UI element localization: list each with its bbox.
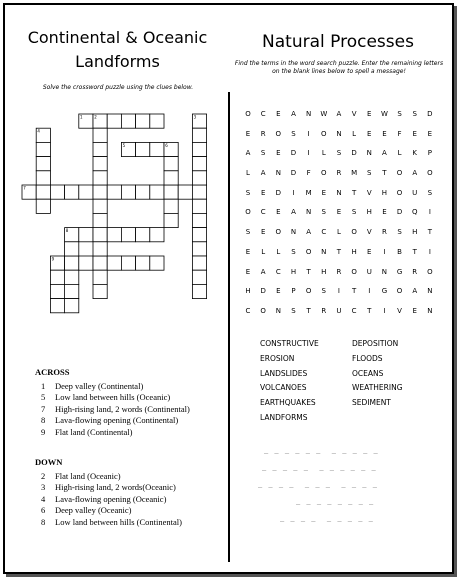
wordsearch-letter: E xyxy=(367,129,372,138)
crossword-cell[interactable] xyxy=(136,228,150,242)
word-list-item: EARTHQUAKES xyxy=(260,398,316,408)
wordsearch-letter: P xyxy=(427,149,432,158)
word-list-item: DEPOSITION xyxy=(352,339,399,348)
crossword-cell[interactable] xyxy=(107,185,121,199)
wordsearch-letter: U xyxy=(366,267,372,276)
blank-line: _ _ _ _ _ _ _ _ _ _ _ xyxy=(262,463,377,471)
wordsearch-letter: C xyxy=(260,208,266,217)
wordsearch-row xyxy=(241,130,437,150)
wordsearch-letter: A xyxy=(412,287,418,296)
crossword-cell[interactable] xyxy=(93,142,107,156)
word-list-item: VOLCANOES xyxy=(260,383,307,393)
crossword-cell[interactable] xyxy=(192,256,206,270)
down-clue: 3 High-rising land, 2 words(Oceanic) xyxy=(41,482,176,492)
wordsearch-letter: E xyxy=(382,129,387,138)
wordsearch-letter: T xyxy=(382,169,387,178)
wordsearch-letter: E xyxy=(336,208,342,217)
crossword-cell[interactable] xyxy=(65,256,79,270)
wordsearch-letter: V xyxy=(397,306,402,315)
wordsearch-row xyxy=(241,110,437,130)
word-list-item: FLOODS xyxy=(352,353,383,363)
crossword-cell[interactable] xyxy=(136,256,150,270)
wordsearch-letter: C xyxy=(260,110,266,118)
crossword-cell[interactable] xyxy=(192,213,206,227)
wordsearch-letter: L xyxy=(336,228,341,237)
wordsearch-letter: L xyxy=(246,169,250,178)
crossword-cell[interactable] xyxy=(192,228,206,242)
wordsearch-letter: S xyxy=(427,188,433,197)
wordsearch-letter: N xyxy=(290,228,297,237)
crossword-cell[interactable] xyxy=(121,228,135,242)
crossword-cell[interactable] xyxy=(164,171,178,185)
wordsearch-letter: R xyxy=(381,228,387,237)
wordsearch-letter: A xyxy=(260,267,266,276)
wordsearch-grid xyxy=(241,110,437,327)
crossword-cell[interactable] xyxy=(136,142,150,156)
wordsearch-letter: T xyxy=(306,267,311,276)
wordsearch-letter: N xyxy=(275,306,281,315)
wordsearch-letter: S xyxy=(397,110,402,118)
crossword-cell[interactable] xyxy=(79,256,93,270)
wordsearch-letter: W xyxy=(320,110,328,118)
wordsearch-letter: Q xyxy=(411,208,418,217)
wordsearch-letter: N xyxy=(427,306,433,315)
wordsearch-row xyxy=(241,268,437,288)
wordsearch-letter: N xyxy=(306,208,312,217)
blank-line: _ _ _ _ _ _ _ _ xyxy=(296,497,375,505)
wordsearch-letter: N xyxy=(336,129,342,138)
wordsearch-letter: A xyxy=(291,110,296,118)
wordsearch-letter: O xyxy=(351,267,357,276)
wordsearch-letter: I xyxy=(307,149,310,158)
crossword-cell[interactable] xyxy=(192,270,206,284)
wordsearch-letter: O xyxy=(351,228,357,237)
word-list-column-1 xyxy=(260,339,319,428)
wordsearch-letter: D xyxy=(427,110,433,118)
wordsearch-letter: R xyxy=(412,267,418,276)
down-heading: DOWN xyxy=(35,457,63,467)
crossword-cell[interactable] xyxy=(192,185,206,199)
wordsearch-letter: O xyxy=(396,169,403,178)
crossword-cell[interactable] xyxy=(150,256,164,270)
crossword-clue-number: 5 xyxy=(122,142,126,148)
wordsearch-letter: E xyxy=(427,129,433,138)
crossword-cell[interactable] xyxy=(50,185,64,199)
wordsearch-letter: L xyxy=(321,149,326,158)
crossword-cell[interactable] xyxy=(192,284,206,298)
wordsearch-letter: I xyxy=(307,129,310,138)
wordsearch-row xyxy=(241,248,437,268)
word-list-item: CONSTRUCTIVE xyxy=(260,339,319,348)
wordsearch-letter: E xyxy=(412,306,417,315)
wordsearch-letter: N xyxy=(275,169,281,178)
wordsearch-letter: I xyxy=(337,287,340,296)
crossword-clue-number: 3 xyxy=(193,114,197,120)
wordsearch-letter: N xyxy=(427,287,433,296)
wordsearch-letter: U xyxy=(412,188,418,197)
crossword-cell[interactable] xyxy=(93,228,107,242)
wordsearch-letter: T xyxy=(367,306,372,315)
wordsearch-letter: E xyxy=(276,208,281,217)
wordsearch-letter: U xyxy=(336,306,342,315)
wordsearch-letter: O xyxy=(396,188,403,197)
wordsearch-letter: I xyxy=(383,247,386,256)
wordsearch-letter: L xyxy=(276,247,281,256)
crossword-cell[interactable] xyxy=(65,185,79,199)
crossword-cell[interactable] xyxy=(192,142,206,156)
wordsearch-letter: L xyxy=(261,247,266,256)
wordsearch-letter: D xyxy=(351,149,357,158)
wordsearch-letter: M xyxy=(351,169,358,178)
crossword-cell[interactable] xyxy=(192,242,206,256)
across-clue: 7 High-rising land, 2 words (Continental) xyxy=(41,403,190,414)
wordsearch-letter: S xyxy=(291,306,296,315)
down-clues xyxy=(35,457,182,528)
wordsearch-letter: H xyxy=(321,267,327,276)
wordsearch-letter: D xyxy=(260,287,266,296)
crossword-cell[interactable] xyxy=(164,199,178,213)
wordsearch-letter: D xyxy=(290,169,297,178)
wordsearch-letter: S xyxy=(367,169,372,178)
wordsearch-letter: E xyxy=(382,208,387,217)
wordsearch-letter: A xyxy=(336,110,342,118)
crossword-cell[interactable] xyxy=(164,213,178,227)
word-list-column-2 xyxy=(352,339,403,413)
word-list-item: EROSION xyxy=(260,353,295,363)
wordsearch-letter: I xyxy=(368,287,371,296)
wordsearch-letter: W xyxy=(380,110,388,118)
crossword-title-line1: Continental & Oceanic xyxy=(27,28,208,47)
across-clue: 1 Deep valley (Continental) xyxy=(41,380,144,391)
down-clue: 8 Low land between hills (Continental) xyxy=(41,516,182,527)
wordsearch-letter: O xyxy=(427,267,433,276)
wordsearch-letter: H xyxy=(412,228,418,237)
crossword-cell[interactable] xyxy=(192,157,206,171)
wordsearch-letter: H xyxy=(290,267,297,276)
wordsearch-letter: E xyxy=(276,287,281,296)
wordsearch-row xyxy=(241,208,437,228)
wordsearch-letter: I xyxy=(428,247,431,256)
word-list-item: LANDSLIDES xyxy=(260,368,308,378)
wordsearch-letter: S xyxy=(291,129,296,138)
wordsearch-letter: A xyxy=(291,208,296,217)
wordsearch-letter: E xyxy=(367,247,372,256)
down-clue: 4 Lava-flowing opening (Oceanic) xyxy=(41,493,167,504)
crossword-cell[interactable] xyxy=(36,142,50,156)
blank-line: _ _ _ _ _ _ _ _ _ _ _ xyxy=(258,480,378,488)
wordsearch-letter: E xyxy=(321,188,326,197)
wordsearch-instructions: Find the terms in the word search puzzle. Enter the remaining letters on the blank lines below to spell a message! xyxy=(234,60,444,75)
crossword-cell[interactable] xyxy=(93,128,107,142)
wordsearch-letter: V xyxy=(366,228,372,237)
crossword-clue-number: 8 xyxy=(65,228,69,234)
crossword-cell[interactable] xyxy=(136,185,150,199)
crossword-cell[interactable] xyxy=(164,157,178,171)
crossword-cell[interactable] xyxy=(65,270,79,284)
wordsearch-letter: R xyxy=(260,129,266,138)
wordsearch-letter: O xyxy=(396,287,403,296)
crossword-cell[interactable] xyxy=(93,199,107,213)
wordsearch-letter: H xyxy=(381,188,388,197)
crossword-clue-number: 7 xyxy=(23,185,26,191)
crossword-cell[interactable] xyxy=(107,114,121,128)
wordsearch-letter: S xyxy=(336,149,342,158)
wordsearch-letter: S xyxy=(397,228,402,237)
crossword-cell[interactable] xyxy=(79,185,93,199)
wordsearch-letter: O xyxy=(275,228,282,237)
crossword-clue-number: 1 xyxy=(80,114,83,120)
wordsearch-letter: O xyxy=(305,287,312,296)
word-list-item: LANDFORMS xyxy=(260,412,308,422)
wordsearch-letter: O xyxy=(305,247,312,256)
wordsearch-letter: R xyxy=(321,306,327,315)
down-clue: 2 Flat land (Oceanic) xyxy=(41,470,121,481)
crossword-cell[interactable] xyxy=(93,242,107,256)
wordsearch-row xyxy=(241,307,437,327)
crossword-cell[interactable] xyxy=(93,284,107,298)
crossword-cell[interactable] xyxy=(150,114,164,128)
word-list-item: WEATHERING xyxy=(352,383,403,393)
wordsearch-letter: S xyxy=(321,208,326,217)
wordsearch-letter: O xyxy=(321,169,327,178)
wordsearch-letter: D xyxy=(396,208,403,217)
blank-line: _ _ _ _ _ _ _ _ _ _ _ xyxy=(264,446,379,454)
wordsearch-letter: E xyxy=(412,129,417,138)
crossword-cell[interactable] xyxy=(65,284,79,298)
wordsearch-row xyxy=(241,149,437,169)
wordsearch-letter: N xyxy=(336,188,342,197)
crossword-cell[interactable] xyxy=(164,185,178,199)
wordsearch-letter: A xyxy=(306,228,312,237)
wordsearch-title: Natural Processes xyxy=(262,32,414,52)
wordsearch-letter: M xyxy=(305,188,312,197)
wordsearch-letter: F xyxy=(306,169,311,178)
crossword-cell[interactable] xyxy=(50,270,64,284)
wordsearch-letter: R xyxy=(336,169,342,178)
wordsearch-letter: S xyxy=(412,110,417,118)
wordsearch-letter: K xyxy=(412,149,418,158)
crossword-clue-number: 2 xyxy=(94,114,97,120)
wordsearch-letter: S xyxy=(260,149,266,158)
wordsearch-letter: L xyxy=(352,129,357,138)
crossword-cell[interactable] xyxy=(79,228,93,242)
wordsearch-letter: P xyxy=(291,287,296,296)
wordsearch-letter: I xyxy=(292,188,295,197)
crossword-title-line2: Landforms xyxy=(75,52,160,71)
crossword-cell[interactable] xyxy=(192,128,206,142)
wordsearch-row xyxy=(241,169,437,189)
wordsearch-letter: R xyxy=(336,267,342,276)
crossword-clue-number: 4 xyxy=(37,128,40,134)
wordsearch-letter: B xyxy=(397,247,402,256)
crossword-cell[interactable] xyxy=(178,185,192,199)
wordsearch-letter: A xyxy=(382,149,387,158)
wordsearch-letter: V xyxy=(351,110,357,118)
crossword-cell[interactable] xyxy=(121,185,135,199)
crossword-cell[interactable] xyxy=(65,299,79,313)
wordsearch-letter: I xyxy=(428,208,431,217)
wordsearch-letter: N xyxy=(366,149,372,158)
wordsearch-letter: T xyxy=(351,188,357,197)
crossword-cell[interactable] xyxy=(36,157,50,171)
crossword-cell[interactable] xyxy=(50,284,64,298)
crossword-cell[interactable] xyxy=(36,171,50,185)
crossword-cell[interactable] xyxy=(150,142,164,156)
wordsearch-letter: G xyxy=(396,267,403,276)
wordsearch-letter: A xyxy=(245,149,251,158)
wordsearch-letter: O xyxy=(245,110,251,118)
across-clue: 5 Low land between hills (Oceanic) xyxy=(41,392,171,402)
crossword-cell[interactable] xyxy=(65,242,79,256)
crossword-cell[interactable] xyxy=(93,213,107,227)
wordsearch-letter: O xyxy=(321,129,327,138)
wordsearch-letter: E xyxy=(245,247,251,256)
wordsearch-letter: D xyxy=(275,188,281,197)
crossword-cell[interactable] xyxy=(36,199,50,213)
crossword-cell[interactable] xyxy=(107,256,121,270)
crossword-cell[interactable] xyxy=(136,114,150,128)
wordsearch-letter: T xyxy=(336,247,342,256)
crossword-cell[interactable] xyxy=(93,185,107,199)
across-clues xyxy=(35,367,190,438)
wordsearch-letter: T xyxy=(306,306,311,315)
wordsearch-letter: D xyxy=(290,149,297,158)
wordsearch-letter: G xyxy=(381,287,388,296)
wordsearch-letter: O xyxy=(245,208,251,217)
crossword-cell[interactable] xyxy=(93,270,107,284)
wordsearch-letter: H xyxy=(366,208,372,217)
wordsearch-letter: N xyxy=(321,247,327,256)
wordsearch-letter: T xyxy=(427,228,433,237)
crossword-cell[interactable] xyxy=(107,228,121,242)
crossword-cell[interactable] xyxy=(121,256,135,270)
wordsearch-letter: S xyxy=(321,287,326,296)
crossword-cell[interactable] xyxy=(192,199,206,213)
blank-line: _ _ _ _ _ _ _ _ _ xyxy=(280,514,374,522)
wordsearch-row xyxy=(241,189,437,209)
wordsearch-letter: N xyxy=(306,110,312,118)
wordsearch-letter: S xyxy=(291,247,296,256)
wordsearch-letter: E xyxy=(260,228,266,237)
wordsearch-letter: L xyxy=(397,149,402,158)
crossword-cell[interactable] xyxy=(50,299,64,313)
across-heading: ACROSS xyxy=(35,367,70,377)
wordsearch-letter: S xyxy=(245,188,251,197)
wordsearch-letter: N xyxy=(381,267,388,276)
wordsearch-letter: F xyxy=(397,129,402,138)
down-clue: 6 Deep valley (Oceanic) xyxy=(41,505,132,515)
across-clue: 9 Flat land (Continental) xyxy=(41,426,133,437)
wordsearch-row xyxy=(241,228,437,248)
wordsearch-letter: E xyxy=(276,149,281,158)
crossword-cell[interactable] xyxy=(121,114,135,128)
wordsearch-letter: O xyxy=(275,129,282,138)
crossword-cell[interactable] xyxy=(93,157,107,171)
crossword-cell[interactable] xyxy=(93,256,107,270)
wordsearch-letter: E xyxy=(367,110,372,118)
crossword-cell[interactable] xyxy=(93,171,107,185)
wordsearch-letter: T xyxy=(351,287,357,296)
wordsearch-letter: O xyxy=(260,306,266,315)
wordsearch-letter: V xyxy=(366,188,372,197)
wordsearch-letter: O xyxy=(427,169,433,178)
wordsearch-letter: E xyxy=(276,110,281,118)
wordsearch-letter: E xyxy=(260,188,266,197)
crossword-clue-number: 6 xyxy=(165,142,168,148)
wordsearch-letter: E xyxy=(245,267,251,276)
wordsearch-letter: H xyxy=(245,287,251,296)
crossword-instructions: Solve the crossword puzzle using the clues below. xyxy=(42,84,194,91)
word-list-item: SEDIMENT xyxy=(352,398,391,408)
wordsearch-letter: E xyxy=(245,129,251,138)
wordsearch-letter: A xyxy=(260,169,266,178)
wordsearch-row xyxy=(241,287,437,307)
wordsearch-letter: C xyxy=(351,306,357,315)
crossword-cell[interactable] xyxy=(150,228,164,242)
wordsearch-letter: S xyxy=(351,208,357,217)
crossword-cell[interactable] xyxy=(192,171,206,185)
word-list-item: OCEANS xyxy=(352,368,384,378)
wordsearch-letter: H xyxy=(351,247,357,256)
crossword-clue-number: 9 xyxy=(51,256,55,262)
crossword-cell[interactable] xyxy=(36,185,50,199)
wordsearch-letter: C xyxy=(245,306,251,315)
across-clue: 8 Lava-flowing opening (Continental) xyxy=(41,415,179,425)
wordsearch-letter: C xyxy=(275,267,281,276)
wordsearch-letter: T xyxy=(412,247,417,256)
crossword-cell[interactable] xyxy=(150,185,164,199)
wordsearch-letter: S xyxy=(245,228,251,237)
wordsearch-letter: I xyxy=(383,306,386,315)
wordsearch-letter: C xyxy=(321,228,327,237)
wordsearch-letter: A xyxy=(412,169,418,178)
